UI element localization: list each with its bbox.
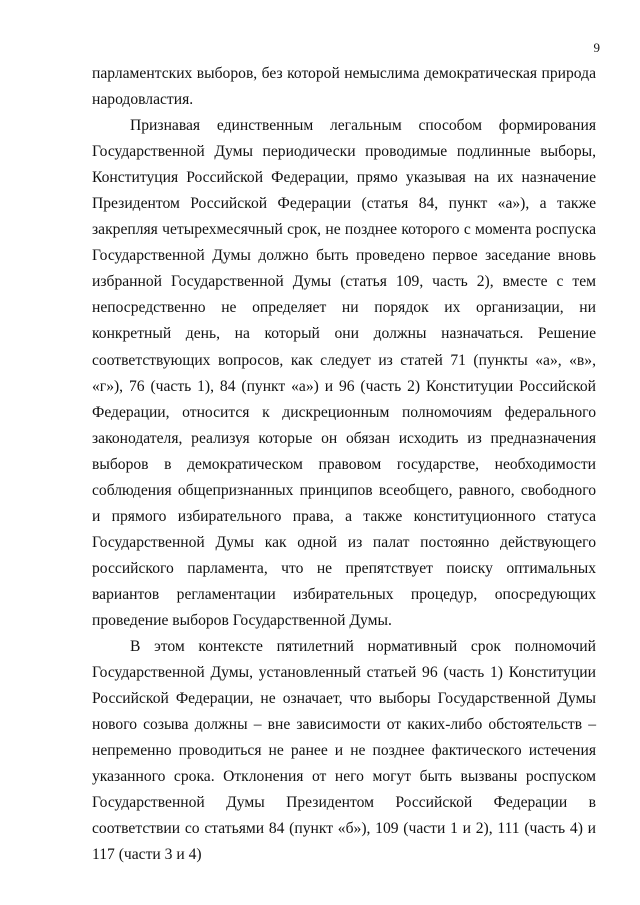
document-body — [92, 61, 596, 868]
paragraph: Признавая единственным легальным способом формирования Государственной Думы периодически проводимые подлинные выборы, Конституция Российской Федерации, прямо указывая на их назначение Президентом Российской Федерации (статья 84, пункт «а»), а также закрепляя четырехмесячный срок, не позднее которого с момента роспуска Государственной Думы должно быть проведено первое заседание вновь избранной Государственной Думы (статья 109, часть 2), вместе с тем непосредственно не определяет ни порядок их организации, ни конкретный день, на который они должны назначаться. Решение соответствующих вопросов, как следует из статей 71 (пункты «а», «в», «г»), 76 (часть 1), 84 (пункт «а») и 96 (часть 2) Конституции Российской Федерации, относится к дискреционным полномочиям федерального законодателя, реализуя которые он обязан исходить из предназначения выборов в демократическом правовом государстве, необходимости соблюдения общепризнанных принципов всеобщего, равного, свободного и прямого избирательного права, а также конституционного статуса Государственной Думы как одной из палат постоянно действующего российского парламента, что не препятствует поиску оптимальных вариантов регламентации избирательных процедур, опосредующих проведение выборов Государственной Думы. — [92, 117, 596, 629]
page-number: 9 — [593, 40, 600, 55]
paragraph: В этом контексте пятилетний нормативный срок полномочий Государственной Думы, установленный статьей 96 (часть 1) Конституции Российской Федерации, не означает, что выборы Государственной Думы нового созыва должны – вне зависимости от каких-либо обстоятельств – непременно проводиться не ранее и не позднее фактического истечения указанного срока. Отклонения от него могут быть вызваны роспуском Государственной Думы Президентом Российской Федерации в соответствии со статьями 84 (пункт «б»), 109 (части 1 и 2), 111 (часть 4) и 117 (части 3 и 4) — [92, 638, 596, 864]
paragraph-continuation: парламентских выборов, без которой немыслима демократическая природа народовластия. — [92, 65, 596, 109]
